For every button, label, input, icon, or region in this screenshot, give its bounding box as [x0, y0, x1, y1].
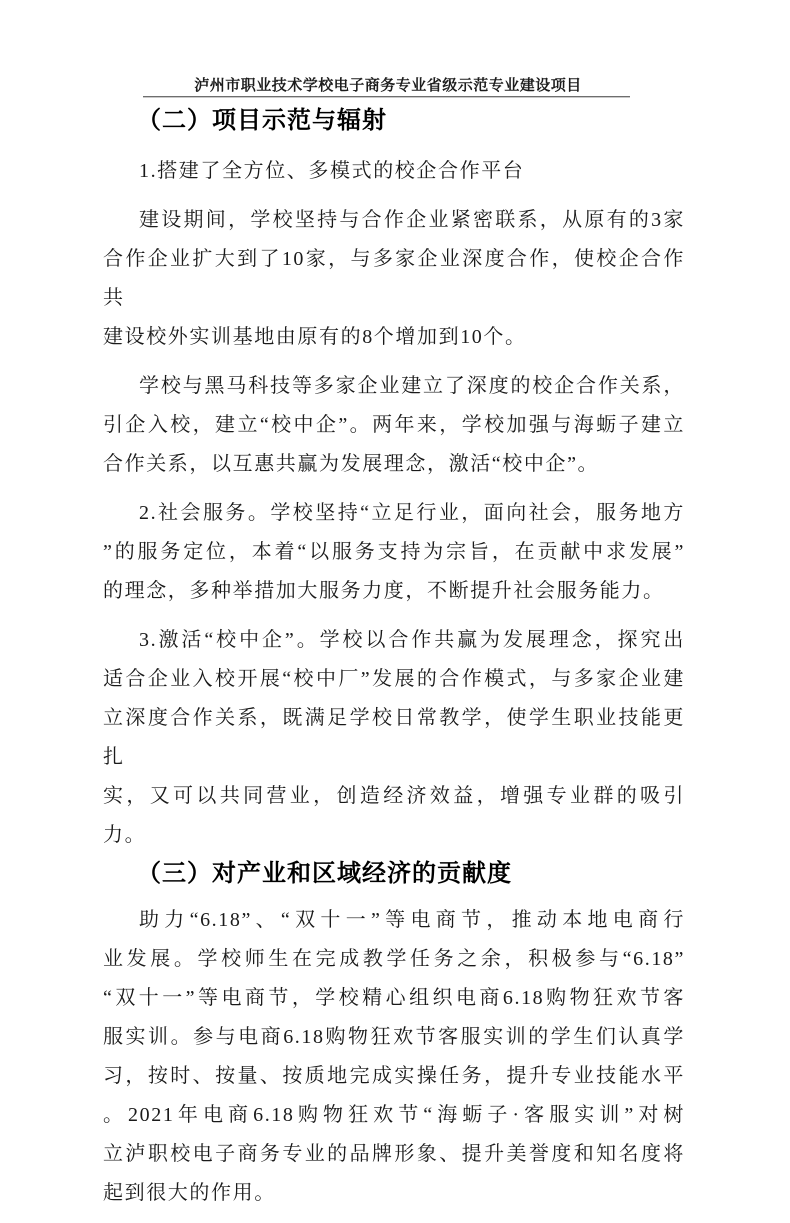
text-line: 3.激活“校中企”。学校以合作共赢为发展理念，探究出 — [139, 629, 685, 651]
text-line: 业发展。学校师生在完成教学任务之余，积极参与“6.18” — [103, 948, 685, 970]
paragraph-4 — [103, 494, 685, 611]
text-line: 习，按时、按量、按质地完成实操任务，提升专业技能水平 — [103, 1065, 685, 1087]
text-line: 适合企业入校开展“校中厂”发展的合作模式，与多家企业建 — [103, 668, 685, 690]
text-line: 助力“6.18”、“双十一”等电商节，推动本地电商行 — [139, 909, 685, 931]
text-line: 立泸职校电子商务专业的品牌形象、提升美誉度和知名度将 — [103, 1143, 685, 1165]
text-line: ”的服务定位，本着“以服务支持为宗旨，在贡献中求发展” — [103, 541, 685, 563]
paragraph-3 — [103, 367, 685, 484]
text-line: 立深度合作关系，既满足学校日常教学，使学生职业技能更扎 — [103, 707, 685, 768]
document-body — [103, 104, 685, 1223]
text-line: 服实训。参与电商6.18购物狂欢节客服实训的学生们认真学 — [103, 1026, 685, 1048]
text-line: 实，又可以共同营业，创造经济效益，增强专业群的吸引力。 — [103, 785, 685, 846]
paragraph-5 — [103, 621, 685, 855]
text-line: 引企入校，建立“校中企”。两年来，学校加强与海蛎子建立 — [103, 414, 685, 436]
paragraph-2 — [103, 201, 685, 357]
paragraph-6 — [103, 901, 685, 1213]
text-line: 2.社会服务。学校坚持“立足行业，面向社会，服务地方 — [139, 502, 685, 524]
paragraph-1 — [103, 152, 685, 191]
section-heading-2: （二）项目示范与辐射 — [137, 108, 387, 134]
text-line: 建设校外实训基地由原有的8个增加到10个。 — [103, 326, 527, 348]
text-line: 合作关系，以互惠共赢为发展理念，激活“校中企”。 — [103, 453, 600, 475]
text-line: “双十一”等电商节，学校精心组织电商6.18购物狂欢节客 — [103, 987, 685, 1009]
section-heading-3: （三）对产业和区域经济的贡献度 — [137, 861, 512, 887]
page-header-title: 泸州市职业技术学校电子商务专业省级示范专业建设项目 — [194, 78, 582, 94]
text-line: 建设期间，学校坚持与合作企业紧密联系，从原有的3家 — [139, 209, 685, 231]
text-line: 。2021年电商6.18购物狂欢节“海蛎子·客服实训”对树 — [103, 1104, 685, 1126]
text-line: 的理念，多种举措加大服务力度，不断提升社会服务能力。 — [103, 580, 665, 602]
header-divider-rule — [143, 96, 630, 98]
text-line: 学校与黑马科技等多家企业建立了深度的校企合作关系， — [139, 375, 685, 397]
text-line: 合作企业扩大到了10家，与多家企业深度合作，使校企合作共 — [103, 248, 685, 309]
text-line: 起到很大的作用。 — [103, 1182, 276, 1204]
text-line: 1.搭建了全方位、多模式的校企合作平台 — [139, 160, 525, 182]
